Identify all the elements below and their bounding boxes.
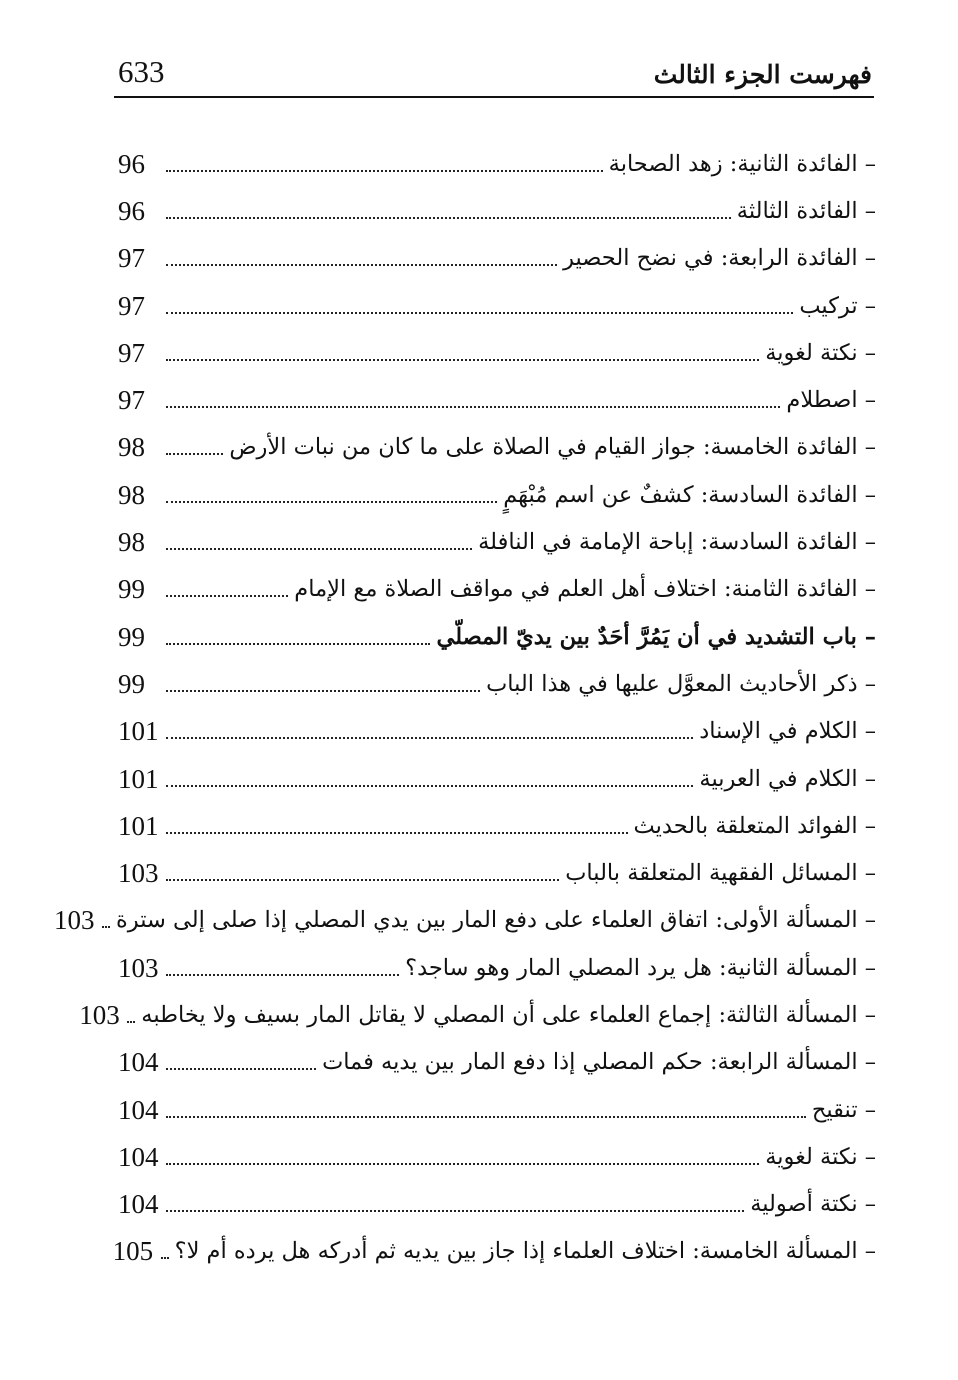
toc-entry-page-number: 98 (118, 432, 145, 463)
toc-entry-page-number: 96 (118, 195, 145, 226)
toc-entry (118, 140, 876, 187)
toc-entry-page-number: 98 (118, 527, 145, 558)
toc-entry (118, 1086, 876, 1133)
toc-entry-title: – الفائدة الخامسة: جواز القيام في الصلاة على ما كان من نبات الأرض (229, 434, 876, 461)
toc-entry (118, 802, 876, 849)
toc-entry-page-number: 97 (118, 385, 145, 416)
toc-entry-page-number: 101 (118, 716, 159, 747)
dot-leader (166, 453, 223, 455)
toc-entry-title: – الفوائد المتعلقة بالحديث (633, 812, 876, 839)
toc-entry-page-number: 103 (118, 952, 159, 983)
toc-entry-page-number: 104 (118, 1189, 159, 1220)
dot-leader (166, 643, 430, 645)
toc-entry (118, 329, 876, 376)
toc-entry-page-number: 101 (118, 810, 159, 841)
toc-entry-title: – اصطلام (786, 387, 876, 414)
page-title: فهرست الجزء الثالث (653, 60, 872, 89)
toc-entry (118, 518, 876, 565)
dot-leader (166, 1116, 806, 1118)
dot-leader (102, 926, 110, 928)
toc-entry-page-number: 97 (118, 243, 145, 274)
toc-entry-title: – المسألة الثالثة: إجماع العلماء على أن المصلي لا يقاتل المار بسيف ولا يخاطبه (141, 1001, 876, 1028)
toc-entry (79, 991, 876, 1038)
toc-entry-title: – الفائدة الثالثة (736, 197, 876, 224)
dot-leader (166, 406, 780, 408)
toc-entry (118, 1133, 876, 1180)
dot-leader (127, 1021, 135, 1023)
toc-entry-page-number: 101 (118, 763, 159, 794)
toc-entry (118, 613, 876, 660)
toc-entry-page-number: 97 (118, 337, 145, 368)
toc-entry-page-number: 103 (79, 999, 120, 1030)
toc-entry-page-number: 103 (118, 858, 159, 889)
toc-entry-title: – الكلام في الإسناد (699, 718, 876, 745)
toc-entry-title: – نكتة لغوية (765, 1143, 876, 1170)
toc-entry (118, 755, 876, 802)
dot-leader (166, 312, 793, 314)
toc-entry (118, 187, 876, 234)
toc-entry (118, 282, 876, 329)
dot-leader (166, 1068, 316, 1070)
dot-leader (166, 1163, 759, 1165)
toc-entry-title: – المسألة الأولى: اتفاق العلماء على دفع المار بين يدي المصلي إذا صلى إلى سترة (116, 907, 876, 934)
toc-entry (118, 944, 876, 991)
dot-leader (166, 595, 288, 597)
toc-entry-page-number: 104 (118, 1094, 159, 1125)
toc-entry-page-number: 105 (112, 1236, 154, 1267)
dot-leader (166, 832, 628, 834)
toc-entry-page-number: 96 (118, 148, 145, 179)
dot-leader (166, 359, 759, 361)
toc-entry-title: – المسائل الفقهية المتعلقة بالباب (565, 860, 876, 887)
toc-entry-title: – المسألة الخامسة: اختلاف العلماء إذا جاز بين يديه ثم أدركه هل يرده أم لا؟ (174, 1238, 876, 1265)
toc-entry (118, 376, 876, 423)
dot-leader (166, 217, 731, 219)
dot-leader (166, 737, 693, 739)
toc-entry-title: – الفائدة الثانية: زهد الصحابة (608, 150, 876, 177)
toc-entry (118, 235, 876, 282)
dot-leader (166, 785, 693, 787)
toc-entry-page-number: 104 (118, 1141, 159, 1172)
dot-leader (166, 1210, 744, 1212)
toc-entry (118, 471, 876, 518)
toc-entry-page-number: 103 (54, 905, 95, 936)
toc-entry (118, 849, 876, 896)
toc-entry-title: – تركيب (799, 292, 876, 319)
toc-entry-page-number: 104 (118, 1047, 159, 1078)
dot-leader (166, 690, 480, 692)
toc-entry-title: – نكتة لغوية (765, 339, 876, 366)
toc-entry-title: – نكتة أصولية (750, 1191, 876, 1218)
toc-entry-title: – المسألة الرابعة: حكم المصلي إذا دفع المار بين يديه فمات (322, 1049, 876, 1076)
toc-entry (118, 1181, 876, 1228)
toc-entry-title: – الفائدة الرابعة: في نضح الحصير (563, 245, 876, 272)
toc-entry-page-number: 99 (118, 621, 145, 652)
toc-entry-title: – المسألة الثانية: هل يرد المصلي المار وهو ساجد؟ (405, 954, 876, 981)
toc-entry-page-number: 99 (118, 668, 145, 699)
toc-entry (112, 1228, 876, 1275)
toc-entry-title: – الفائدة السادسة: إباحة الإمامة في النافلة (478, 529, 876, 556)
toc-entry-title: – الكلام في العربية (699, 765, 876, 792)
toc-entry (54, 897, 876, 944)
dot-leader (166, 501, 497, 503)
dot-leader (166, 170, 603, 172)
toc-entry (118, 1039, 876, 1086)
dot-leader (166, 974, 399, 976)
toc-entry-title: – باب التشديد في أن يَمُرَّ أحَدٌ بين يديّ المصلّي (436, 623, 876, 650)
toc-entry (118, 566, 876, 613)
toc-entry (118, 660, 876, 707)
toc-entry (118, 424, 876, 471)
toc-entry-page-number: 97 (118, 290, 145, 321)
dot-leader (161, 1257, 169, 1259)
toc-entry-title: – تنقيح (811, 1096, 876, 1123)
page-number: 633 (118, 54, 165, 89)
toc-entry-title: – ذكر الأحاديث المعوَّل عليها في هذا الباب (486, 670, 876, 697)
toc-entry-title: – الفائدة الثامنة: اختلاف أهل العلم في مواقف الصلاة مع الإمام (294, 576, 876, 603)
page-header (114, 52, 874, 98)
dot-leader (166, 879, 559, 881)
toc-entry-title: – الفائدة السادسة: كشفٌ عن اسم مُبْهَمٍ (503, 481, 876, 508)
dot-leader (166, 548, 472, 550)
toc-entry (118, 708, 876, 755)
toc-entry-page-number: 99 (118, 574, 145, 605)
dot-leader (166, 264, 557, 266)
table-of-contents (54, 140, 876, 1275)
toc-entry-page-number: 98 (118, 479, 145, 510)
